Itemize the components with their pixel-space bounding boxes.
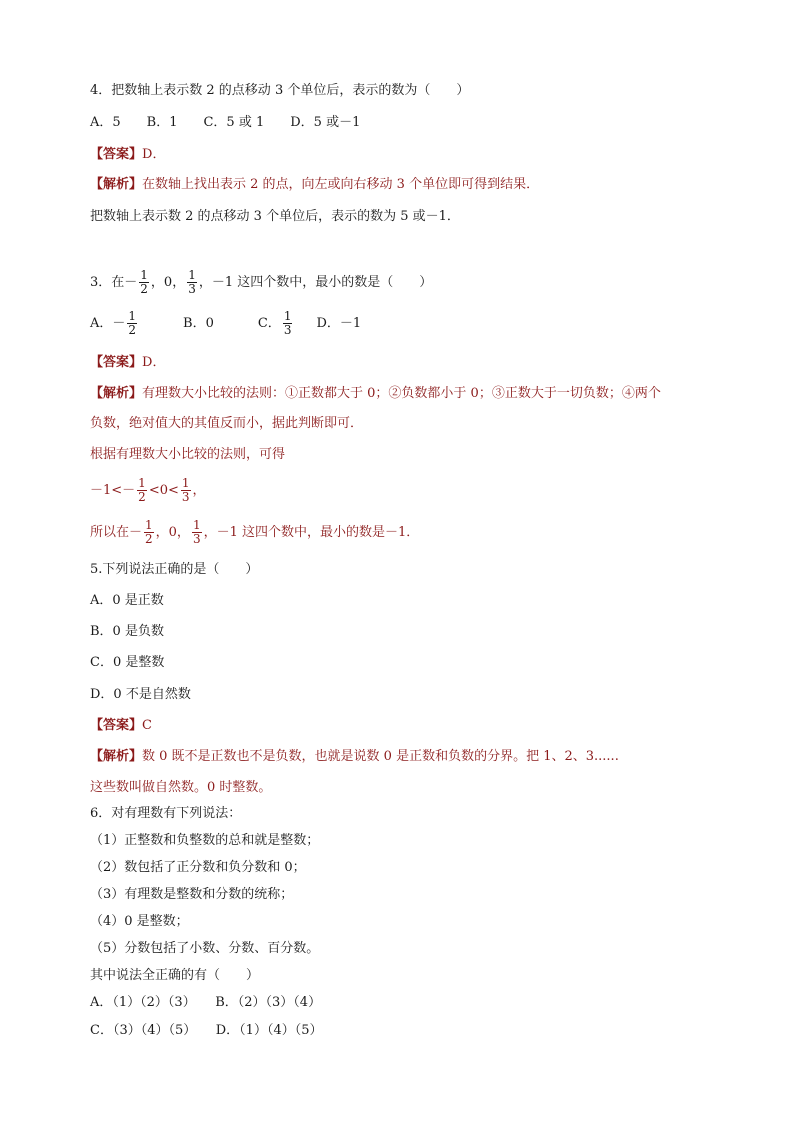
analysis-text: 在数轴上找出表示 2 的点，向左或向右移动 3 个单位即可得到结果． [142,177,540,192]
fraction-one-half: $\frac{1}{2}$ [140,268,148,296]
fraction-one-half: $\frac{1}{2}$ [128,309,137,337]
q3-analysis-1: 【解析】有理数大小比较的法则：①正数都大于 0；②负数都小于 0；③正数大于一切负数；④两个 [90,386,661,401]
q3-analysis-3: 根据有理数大小比较的法则，可得 [90,447,286,462]
q3-analysis-2: 负数，绝对值大的其值反而小，据此判断即可． [90,416,364,431]
q4-stem: 4．把数轴上表示数 2 的点移动 3 个单位后，表示的数为（ ） [90,83,470,98]
q5-stem: 5.下列说法正确的是（ ） [90,562,259,577]
q5-option-b: B．0 是负数 [90,624,164,639]
q6-stem: 6．对有理数有下列说法： [90,806,242,821]
q5-analysis-2: 这些数叫做自然数。0 时整数。 [90,780,272,795]
answer-tag: 【答案】 [90,147,143,162]
answer-text: D． [142,355,166,370]
fraction-one-half: $\frac{1}{2}$ [145,518,153,546]
q3-answer [90,354,165,372]
q3-inequality: －1<－ $\frac{1}{2}$ <0< $\frac{1}{3}$ ， [90,476,206,504]
q6-options-ab: A．（1）（2）（3） B．（2）（3）（4） [90,995,322,1010]
q4-conclusion: 把数轴上表示数 2 的点移动 3 个单位后，表示的数为 5 或－1． [90,209,460,224]
q6-statement-2: （2）数包括了正分数和负分数和 0； [90,860,306,875]
q6-statement-5: （5）分数包括了小数、分数、百分数。 [90,941,320,956]
option-c: C． [257,316,281,331]
q6-statement-1: （1）正整数和负整数的总和就是整数； [90,833,320,848]
fraction-one-third: $\frac{1}{3}$ [283,309,292,337]
q5-option-c: C．0 是整数 [90,655,165,670]
fraction-one-third: $\frac{1}{3}$ [181,476,190,504]
option-a: A．－ [90,316,126,331]
analysis-tag: 【解析】 [90,386,143,401]
q6-ask: 其中说法全正确的有（ ） [90,968,260,983]
fraction-one-third: $\frac{1}{3}$ [192,518,201,546]
q3-stem: 3．在－ $\frac{1}{2}$ ，0， $\frac{1}{3}$ ，－1 这四个数中，最小的数是（ ） [90,268,433,296]
answer-tag: 【答案】 [90,718,143,733]
fraction-one-third: $\frac{1}{3}$ [188,268,196,296]
q3-options [90,307,361,341]
analysis-tag: 【解析】 [90,749,143,764]
q3-final: 所以在－ $\frac{1}{2}$ ，0， $\frac{1}{3}$ ，－1 这四个数中，最小的数是－1． [90,518,420,546]
q4-answer [90,146,165,164]
option-d: D．－1 [316,316,362,331]
option-b: B．0 [183,316,214,331]
analysis-tag: 【解析】 [90,177,143,192]
answer-text: D． [142,147,166,162]
q5-answer [90,717,152,735]
q6-statement-4: （4）0 是整数； [90,914,189,929]
q5-option-a: A．0 是正数 [90,593,164,608]
answer-tag: 【答案】 [90,355,143,370]
q5-analysis-1: 【解析】数 0 既不是正数也不是负数，也就是说数 0 是正数和负数的分界。把 1、2、3...... [90,749,619,764]
q6-options-cd: C．（3）（4）（5） D．（1）（4）（5） [90,1023,323,1038]
fraction-one-half: $\frac{1}{2}$ [138,476,146,504]
q6-statement-3: （3）有理数是整数和分数的统称； [90,887,294,902]
q4-options: A．5 B．1 C．5 或 1 D．5 或－1 [90,115,361,130]
q4-analysis [90,176,539,194]
answer-text: C [142,718,152,733]
q5-option-d: D．0 不是自然数 [90,687,191,702]
